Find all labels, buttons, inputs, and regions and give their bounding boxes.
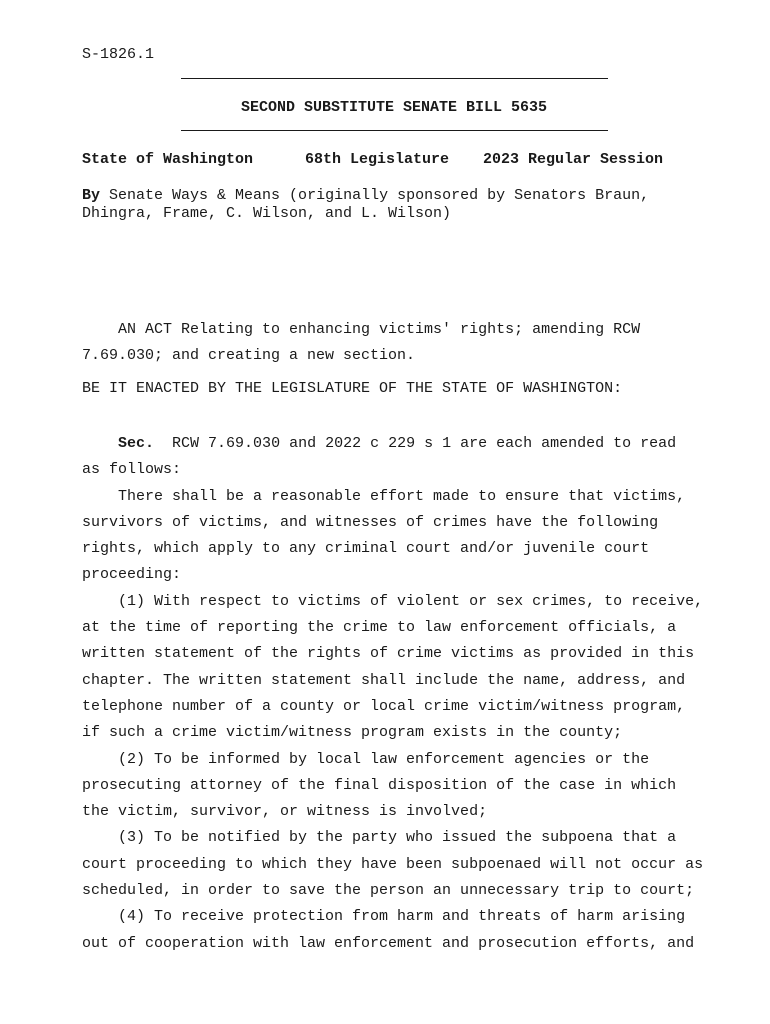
section-heading bbox=[82, 431, 722, 457]
header-session: 2023 Regular Session bbox=[483, 151, 664, 168]
section-line: (1) With respect to victims of violent or sex crimes, to receive, bbox=[82, 592, 704, 610]
section-line: at the time of reporting the crime to law enforcement officials, a bbox=[82, 619, 677, 637]
section-line: telephone number of a county or local crime victim/witness program, bbox=[82, 697, 686, 715]
section-line: if such a crime victim/witness program exists in the county; bbox=[82, 724, 623, 742]
section-line: chapter. The written statement shall include the name, address, and bbox=[82, 671, 686, 689]
section-line: (2) To be informed by local law enforcement agencies or the bbox=[82, 750, 650, 768]
section-label: Sec. bbox=[118, 435, 155, 452]
act-line: 7.69.030; and creating a new section. bbox=[82, 347, 416, 365]
section-line: scheduled, in order to save the person an unnecessary trip to court; bbox=[82, 882, 695, 900]
section-line: written statement of the rights of crime victims as provided in this bbox=[82, 645, 695, 663]
act-title bbox=[82, 317, 722, 370]
sponsor-by-label: By bbox=[82, 187, 101, 204]
document-id: S-1826.1 bbox=[82, 46, 155, 63]
section-line: out of cooperation with law enforcement and prosecution efforts, and bbox=[82, 934, 695, 952]
sponsor-statement bbox=[82, 187, 722, 223]
sponsor-text: Senate Ways & Means (originally sponsored by Senators Braun, Dhingra, Frame, C. Wilson, and L. Wilson) bbox=[82, 187, 650, 222]
section-body bbox=[82, 431, 722, 957]
section-line: prosecuting attorney of the final disposition of the case in which bbox=[82, 776, 677, 794]
section-line: (3) To be notified by the party who issued the subpoena that a bbox=[82, 829, 677, 847]
section-heading-text: RCW 7.69.030 and 2022 c 229 s 1 are each amended to read bbox=[172, 435, 677, 452]
bill-title: SECOND SUBSTITUTE SENATE BILL 5635 bbox=[240, 99, 548, 116]
section-line: (4) To receive protection from harm and threats of harm arising bbox=[82, 908, 686, 926]
section-line: survivors of victims, and witnesses of crimes have the following bbox=[82, 513, 659, 531]
section-line: rights, which apply to any criminal court and/or juvenile court bbox=[82, 540, 650, 558]
header-legislature: 68th Legislature bbox=[305, 151, 450, 168]
title-rule-top bbox=[181, 78, 608, 79]
section-line: proceeding: bbox=[82, 566, 182, 584]
act-line: AN ACT Relating to enhancing victims' rights; amending RCW bbox=[82, 321, 641, 338]
section-heading-cont: as follows: bbox=[82, 461, 182, 479]
enacting-clause: BE IT ENACTED BY THE LEGISLATURE OF THE STATE OF WASHINGTON: bbox=[82, 380, 623, 397]
title-rule-bottom bbox=[181, 130, 608, 131]
header-state: State of Washington bbox=[82, 151, 254, 168]
section-line: There shall be a reasonable effort made to ensure that victims, bbox=[82, 487, 686, 505]
section-line: the victim, survivor, or witness is involved; bbox=[82, 803, 488, 821]
section-line: court proceeding to which they have been subpoenaed will not occur as bbox=[82, 855, 704, 873]
